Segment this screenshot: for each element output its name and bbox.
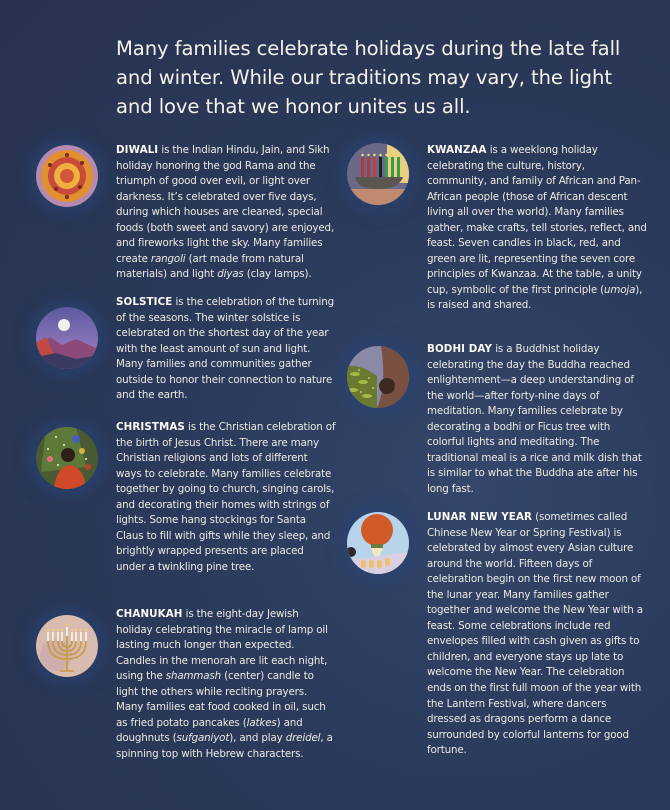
christmas-text (116, 420, 336, 575)
chanukah-text (116, 607, 336, 762)
body-text: ), is raised and shared. (427, 283, 643, 312)
holiday-lunar-new-year (347, 510, 647, 759)
body-text: (sometimes called Chinese New Year or Spring Festival) is celebrated by almost every Asian culture around the world. Fifteen days of celebration begin on the first new moon of the lunar year. Many families gather together and welcome the New Year with a feast. Some celebrations include red envelopes filled with cash given as gifts to children, and everyone stays up late to welcome the New Year. The celebration ends on the first full moon of the year with the Lantern Festival, where dancers dressed as dragons perform a dance surrounded by colorful lanterns for good fortune. (427, 511, 643, 757)
italic-term: dreidel (285, 732, 321, 745)
lantern-image (347, 512, 409, 574)
holiday-chanukah (36, 607, 336, 762)
holiday-name: SOLSTICE (116, 296, 173, 308)
diwali-text (116, 143, 336, 283)
body-text: , a spinning top with Hebrew characters. (116, 732, 333, 760)
christmas-tree-image (36, 427, 98, 489)
body-text: is the Indian Hindu, Jain, and Sikh holiday honoring the god Rama and the triumph of good over evil, or light over darkness. It’s celebrated over five days, during which houses are cleaned, special foods (both sweet and savory) are enjoyed, and fireworks light the sky. Many families create (116, 144, 335, 265)
menorah-image (36, 615, 98, 677)
body-text: (art made from natural materials) and light (116, 252, 304, 281)
italic-term: diyas (217, 268, 244, 281)
moon-mountains-image (36, 307, 98, 369)
solstice-text (116, 295, 336, 404)
holiday-kwanzaa (347, 143, 647, 342)
body-text: (center) candle to light the others while reciting prayers. Many families eat food cooked in oil, such as fried potato pancakes ( (116, 670, 326, 729)
holiday-christmas (36, 420, 336, 607)
body-text: is the eight-day Jewish holiday celebrating the miracle of lamp oil lasting much longer than expected. Candles in the menorah are lit each night, using the (116, 608, 328, 683)
italic-term: rangoli (150, 252, 186, 265)
right-column (347, 143, 647, 759)
rangoli-image (36, 145, 98, 207)
italic-term: shammash (165, 670, 222, 683)
body-text: ) and doughnuts ( (116, 716, 303, 745)
holiday-solstice (36, 295, 336, 420)
body-text: is a weeklong holiday celebrating the culture, history, community, and family of African and Pan-African people (those of African descent living all over the world). Many families gather, make crafts, tell stories, reflect, and feast. Seven candles in black, red, and green are lit, representing the seven core principles of Kwanzaa. At the table, a unity cup, symbolic of the first principle ( (427, 144, 647, 296)
bodhi-tree-image (347, 346, 409, 408)
kinara-image (347, 143, 409, 205)
holiday-bodhi-day (347, 342, 647, 510)
body-text: is a Buddhist holiday celebrating the day the Buddha reached enlightenment—a deep understanding of the world—after forty-nine days of meditation. Many families celebrate by decorating a bodhi or Ficus tree with colorful lights and meditating. The traditional meal is a rice and milk dish that is similar to what the Buddha ate after his long fast. (427, 343, 642, 495)
lunar-new-year-text (427, 510, 647, 759)
bodhi-day-text (427, 342, 647, 497)
intro-heading: Many families celebrate holidays during the late fall and winter. While our traditions may vary, the light and love that we honor unites us all. (116, 37, 621, 118)
holiday-name: LUNAR NEW YEAR (427, 511, 533, 523)
italic-term: sufganiyot (176, 732, 230, 745)
holiday-name: CHANUKAH (116, 608, 183, 620)
body-text: (clay lamps). (243, 268, 312, 281)
italic-term: umoja (604, 283, 636, 296)
body-text: is the celebration of the turning of the seasons. The winter solstice is celebrated on the shortest day of the year with the least amount of sun and light. Many families and communities gather outside to honor their connection to nature and the earth. (116, 296, 334, 402)
left-column (36, 143, 336, 762)
holiday-name: KWANZAA (427, 144, 487, 156)
holiday-name: BODHI DAY (427, 343, 493, 355)
body-text: is the Christian celebration of the birth of Jesus Christ. There are many Christian religions and lots of different ways to celebrate. Many families celebrate together by going to church, singing carols, and decorating their homes with strings of lights. Some hang stockings for Santa Claus to fill with gifts while they sleep, and brightly wrapped presents are placed under a twinkling pine tree. (116, 421, 336, 573)
holiday-diwali (36, 143, 336, 295)
holiday-name: DIWALI (116, 144, 159, 156)
body-text: ), and play (229, 732, 286, 745)
kwanzaa-text (427, 143, 647, 314)
holiday-name: CHRISTMAS (116, 421, 185, 433)
italic-term: latkes (246, 716, 277, 729)
